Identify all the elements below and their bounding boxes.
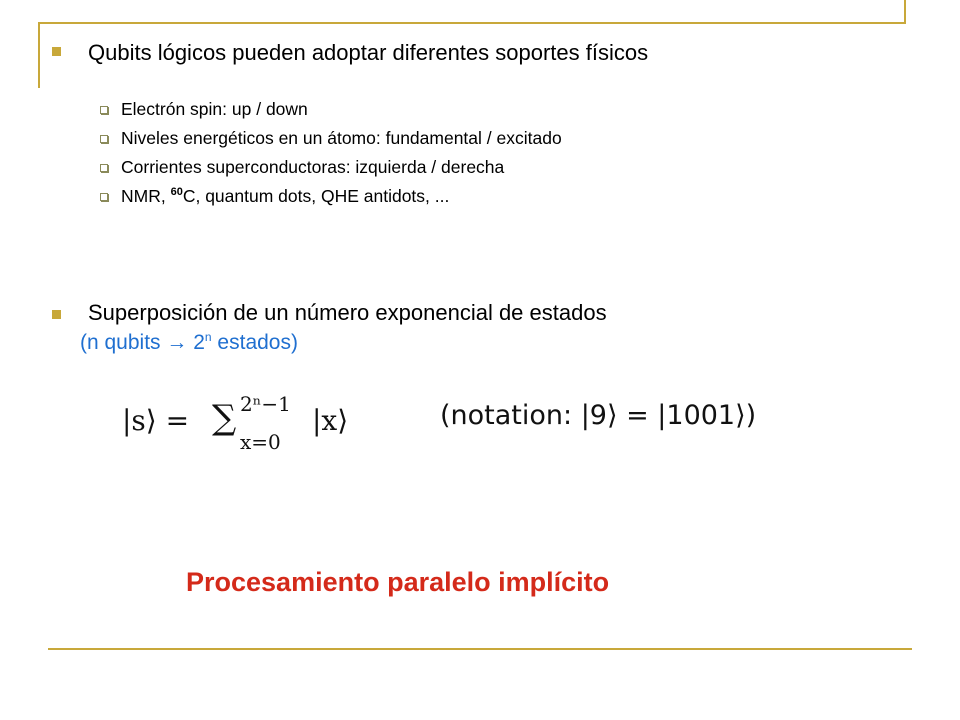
bullet-square-icon [52,310,61,319]
formula-rhs: |x⟩ [312,404,349,437]
list-item-text: Electrón spin: up / down [121,99,308,119]
bottom-rule [48,648,912,650]
highlight-title: Procesamiento paralelo implícito [186,567,610,597]
list-item-text: Corrientes superconductoras: izquierda / derecha [121,157,505,177]
checkbox-bullet-icon [100,135,108,143]
top-rule [38,22,906,24]
qubits-states-note: (n qubits → $2^n$ estados) [80,330,298,354]
top-left-rule [38,22,40,88]
sum-upper-limit: 2ⁿ−1 [240,392,291,416]
sum-lower-limit: x=0 [240,430,281,454]
bullet-square-icon [52,47,61,56]
checkbox-bullet-icon [100,164,108,172]
top-right-rule [904,0,906,24]
sum-symbol: ∑ [212,398,237,438]
notation-example: (notation: |9⟩ = |1001⟩) [440,400,757,431]
list-item-text: NMR, $^{60}$C, quantum dots, QHE antidots, ... [121,186,450,206]
checkbox-bullet-icon [100,106,108,114]
checkbox-bullet-icon [100,193,108,201]
bullet-superposicion: Superposición de un número exponencial de estados [88,300,607,325]
bullet-qubits-soportes: Qubits lógicos pueden adoptar diferentes soportes físicos [88,40,649,65]
formula-lhs: |s⟩ = [122,404,190,437]
list-item-text: Niveles energéticos en un átomo: fundamental / excitado [121,128,562,148]
